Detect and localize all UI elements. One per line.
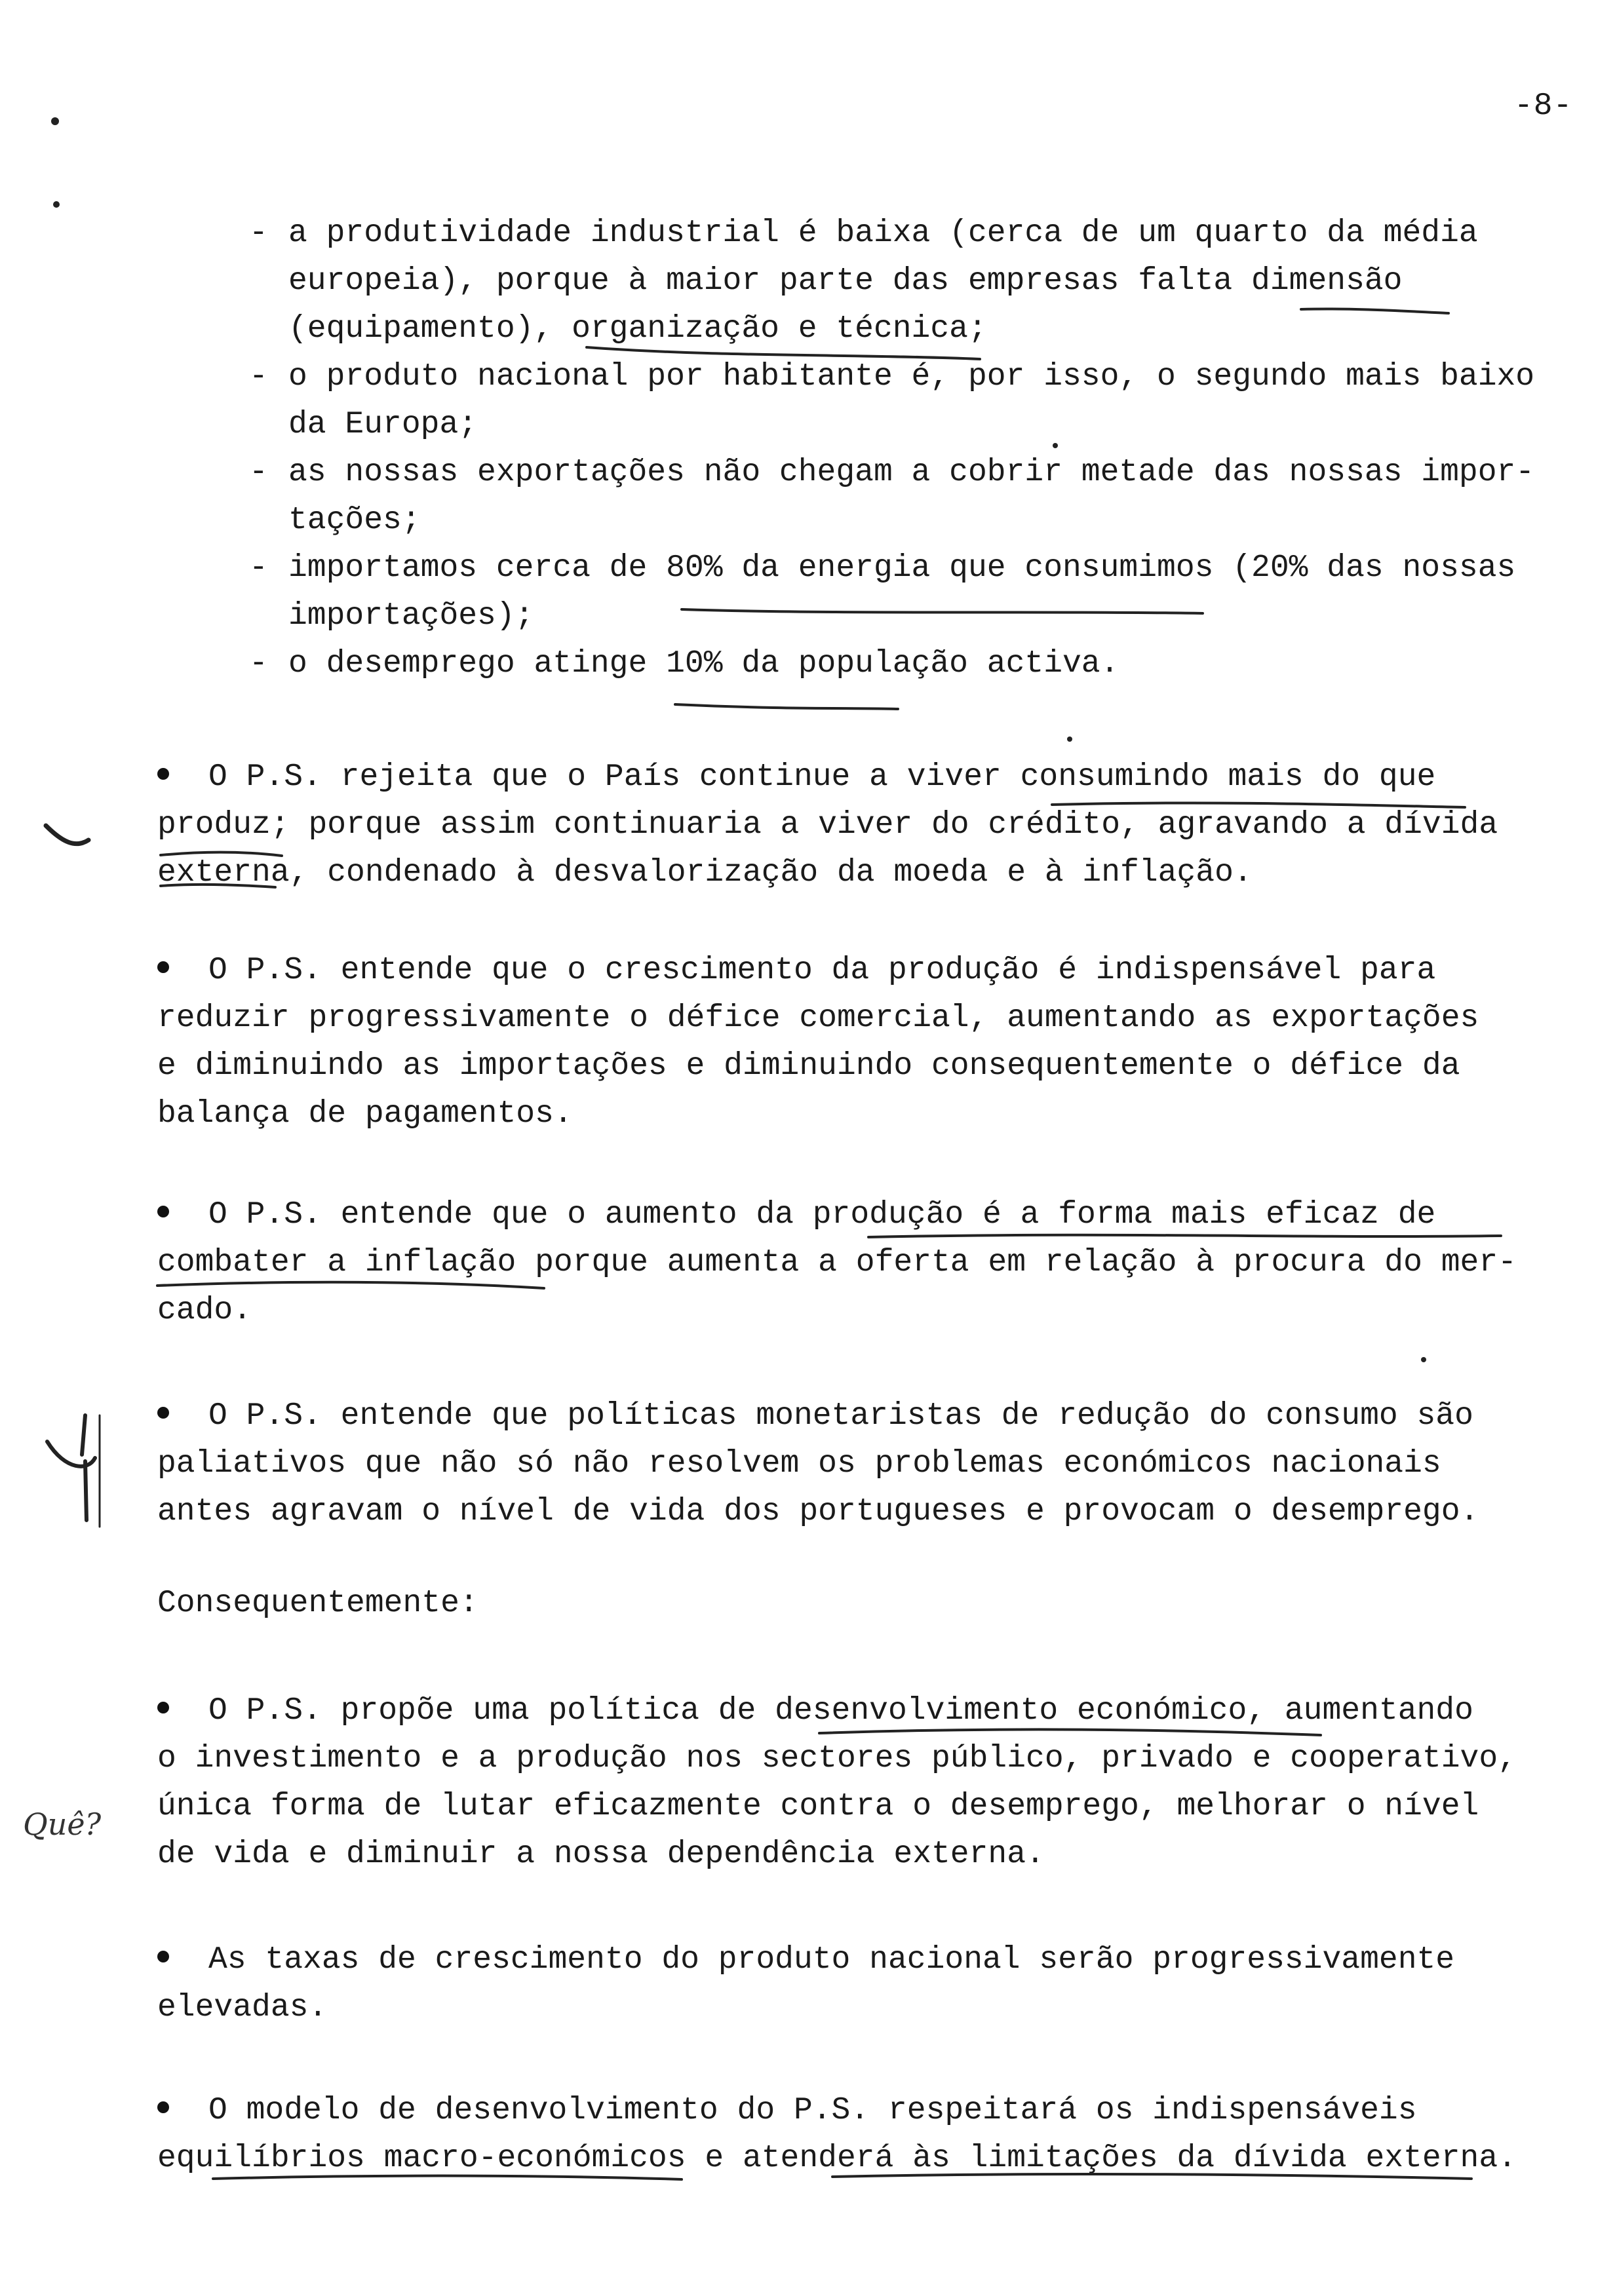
dash-marker: - — [249, 359, 268, 394]
page-number: -8- — [1514, 88, 1573, 124]
margin-4-mark — [47, 1415, 95, 1520]
underline-limitacoes — [832, 2174, 1471, 2179]
paragraph-text: O modelo de desenvolvimento do P.S. respeitará os indispensáveis equilíbrios macro-económicos e atenderá às limitações da dívida externa. — [157, 2093, 1517, 2176]
underline-consumindo — [1052, 803, 1465, 807]
dash-item-text: o produto nacional por habitante é, por isso, o segundo mais baixo da Europa; — [288, 359, 1535, 442]
margin-bracket-mark — [46, 826, 88, 844]
underline-equilibrios — [213, 2176, 682, 2179]
dash-marker: - — [249, 550, 268, 586]
underline-dimensao — [1301, 309, 1449, 313]
margin-dot — [1067, 737, 1072, 742]
dash-marker: - — [249, 646, 268, 681]
dash-item-text: as nossas exportações não chegam a cobrir metade das nossas impor- tações; — [288, 455, 1535, 538]
paragraph-text: O P.S. entende que políticas monetaristas de redução do consumo são paliativos que não só não resolvem os problemas económicos nacionais antes agravam o nível de vida dos portugueses e provocam o desemprego. — [157, 1398, 1479, 1529]
underline-energia — [682, 609, 1203, 613]
paragraph-text: O P.S. entende que o crescimento da produção é indispensável para reduzir progressivamente o défice comercial, aumentando as exportações e diminuindo as importações e diminuindo consequentemente o défice da balança de pagamentos. — [157, 953, 1479, 1132]
dash-item-text: a produtividade industrial é baixa (cerca de um quarto da média europeia), porque à maior parte das empresas falta dimensão (equipamento), organização e técnica; — [288, 216, 1478, 347]
underline-desenvolvimento — [819, 1729, 1321, 1735]
dash-marker: - — [249, 455, 268, 490]
dash-marker: - — [249, 216, 268, 251]
margin-dot — [1053, 443, 1058, 448]
underline-organizacao — [587, 347, 980, 359]
dash-item-text: o desemprego atinge 10% da população activa. — [288, 646, 1119, 681]
margin-dot — [51, 117, 59, 125]
dash-item-text: importamos cerca de 80% da energia que consumimos (20% das nossas importações); — [288, 550, 1516, 634]
paragraph-text: O P.S. rejeita que o País continue a viver consumindo mais do que produz; porque assim continuaria a viver do crédito, agravando a dívida externa, condenado à desvalorização da moeda e à inflação. — [157, 759, 1498, 890]
margin-note: Quê? — [23, 1807, 102, 1842]
underline-producao-forma — [868, 1235, 1501, 1237]
margin-dot — [1421, 1357, 1426, 1362]
underline-inflacao — [157, 1282, 544, 1288]
section-label: Consequentemente: — [157, 1586, 478, 1621]
underline-produz — [161, 852, 282, 856]
margin-dot — [53, 201, 60, 208]
underline-populacao — [675, 704, 898, 709]
paragraph-text: As taxas de crescimento do produto nacional serão progressivamente elevadas. — [157, 1942, 1455, 2025]
underline-externa — [161, 885, 275, 887]
paragraph-text: O P.S. propõe uma política de desenvolvimento económico, aumentando o investimento e a produção nos sectores público, privado e cooperativo, única forma de lutar eficazmente contra o desemprego, melhorar o nível de vida e diminuir a nossa dependência externa. — [157, 1693, 1517, 1872]
paragraph-text: O P.S. entende que o aumento da produção é a forma mais eficaz de combater a inflação porque aumenta a oferta em relação à procura do mer- cado. — [157, 1197, 1517, 1328]
